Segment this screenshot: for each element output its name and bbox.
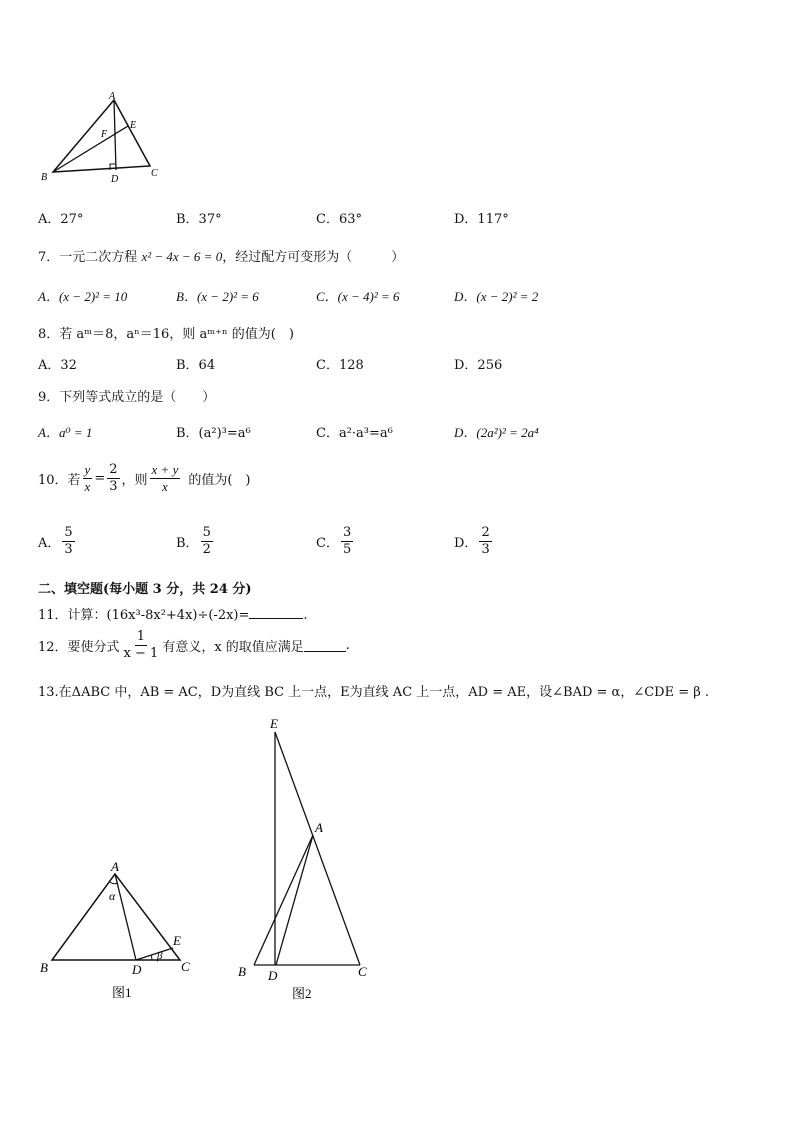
label-C: C	[151, 168, 158, 179]
q10-option-a-den: 3	[64, 542, 73, 557]
q10-option-b-label: B．	[176, 536, 199, 551]
q10-option-d-den: 3	[481, 542, 490, 557]
fig1-label-D: D	[132, 962, 142, 977]
label-B: B	[41, 172, 48, 183]
q8-option-a: A．32	[38, 358, 77, 373]
q6-option-c: C．63°	[316, 212, 362, 227]
fig1-label-alpha: α	[109, 889, 116, 903]
q10-fraction-y-over-x	[83, 463, 93, 494]
q8-option-c: C．128	[316, 358, 364, 373]
q7-equation: x² − 4x − 6 = 0	[141, 249, 223, 264]
q10-frac3-num: x + y	[151, 462, 179, 477]
q12-fraction	[122, 630, 161, 661]
q7-text-pre: 一元二次方程	[59, 250, 138, 265]
question-10	[38, 463, 251, 494]
q7-option-a: A．(x − 2)² = 10	[38, 289, 128, 304]
q7-number: 7．	[38, 250, 60, 265]
fig1-caption: 图1	[112, 985, 132, 1000]
q10-mid: ，则	[121, 473, 148, 488]
q10-prefix: 10．若	[38, 473, 81, 488]
fig1-label-E: E	[173, 933, 181, 948]
q10-option-c-label: C．	[316, 536, 339, 551]
q12-pre: 12．要使分式	[38, 640, 120, 655]
section-2-heading: 二、填空题(每小题 3 分，共 24 分)	[38, 582, 252, 597]
question-11	[38, 604, 308, 623]
fig2-label-A: A	[315, 820, 323, 835]
q12-frac-num: 1	[136, 629, 146, 644]
fig2-label-D: D	[268, 968, 278, 983]
q9-option-b: B．(a²)³=a⁶	[176, 426, 251, 441]
fig1-label-beta: β	[157, 950, 163, 962]
fig2-caption: 图2	[292, 986, 312, 1001]
q10-option-a-num: 5	[64, 525, 73, 540]
q10-fraction-2-over-3	[107, 463, 119, 494]
question-13: 13.在ΔABC 中，AB = AC，D为直线 BC 上一点，E为直线 AC 上一点，AD = AE，设∠BAD = α，∠CDE = β .	[38, 685, 710, 700]
q7-option-b: B．(x − 2)² = 6	[176, 289, 259, 304]
q10-option-c-fraction	[341, 526, 353, 557]
q11-text: 11．计算：(16x³-8x²+4x)÷(-2x)=	[38, 608, 250, 623]
fig2-label-B: B	[238, 964, 246, 979]
q10-option-b	[176, 526, 215, 557]
q9-option-d: D．(2a²)² = 2a⁴	[454, 425, 539, 440]
q10-option-d	[454, 526, 494, 557]
q12-frac-den: x − 1	[123, 646, 159, 661]
question-7	[38, 246, 404, 265]
q10-option-c-num: 3	[342, 525, 352, 540]
q10-fraction-xy-over-x	[150, 463, 181, 494]
label-E: E	[130, 120, 137, 131]
q10-option-a-fraction	[62, 526, 74, 557]
q10-option-a	[38, 526, 77, 557]
q11-answer-blank	[249, 606, 303, 619]
q6-option-b: B．37°	[176, 212, 222, 227]
q7-option-c: C．(x − 4)² = 6	[316, 289, 400, 304]
figure-triangle-q6	[36, 88, 166, 188]
q12-post: 有意义，x 的取值应满足	[162, 640, 304, 655]
q10-option-c	[316, 526, 355, 557]
q10-frac1-num: y	[84, 462, 91, 477]
q12-end: .	[345, 638, 350, 653]
q8-option-d: D．256	[454, 358, 503, 373]
label-D: D	[111, 174, 119, 185]
q11-end: .	[303, 608, 308, 623]
label-F: F	[101, 129, 108, 140]
fig2-label-E: E	[270, 716, 278, 731]
q10-option-b-num: 5	[202, 525, 211, 540]
fig2-label-C: C	[358, 964, 367, 979]
question-9: 9．下列等式成立的是（ ）	[38, 390, 216, 405]
q9-option-a: A．a⁰ = 1	[38, 425, 93, 440]
fig1-label-C: C	[181, 959, 190, 974]
label-A: A	[109, 91, 116, 102]
q10-frac1-den: x	[84, 479, 91, 494]
q10-option-b-den: 2	[202, 542, 211, 557]
question-8: 8．若 aᵐ＝8，aⁿ＝16，则 aᵐ⁺ⁿ 的值为( )	[38, 327, 294, 342]
question-12	[38, 630, 350, 661]
q10-option-d-label: D．	[454, 536, 478, 551]
q12-answer-blank	[304, 639, 346, 652]
q10-option-d-fraction	[479, 526, 491, 557]
fig1-label-A: A	[111, 859, 119, 874]
figure-2	[230, 712, 380, 1002]
figure-1	[36, 852, 206, 1002]
q6-option-a: A．27°	[38, 212, 84, 227]
q10-post: 的值为( )	[188, 473, 251, 488]
q7-text-post: ，经过配方可变形为（ ）	[222, 250, 405, 265]
q10-frac3-den: x	[162, 479, 168, 494]
q10-frac2-num: 2	[109, 462, 118, 477]
q9-option-c: C．a²·a³=a⁶	[316, 426, 393, 441]
q10-frac2-den: 3	[109, 479, 118, 494]
q10-equals: =	[94, 471, 106, 486]
q10-option-a-label: A．	[38, 536, 61, 551]
fig1-label-B: B	[40, 960, 48, 975]
q10-option-c-den: 5	[342, 542, 352, 557]
q8-option-b: B．64	[176, 358, 216, 373]
q10-option-b-fraction	[201, 526, 213, 557]
q6-option-d: D．117°	[454, 212, 509, 227]
q7-option-d: D．(x − 2)² = 2	[454, 289, 539, 304]
q10-option-d-num: 2	[481, 525, 490, 540]
